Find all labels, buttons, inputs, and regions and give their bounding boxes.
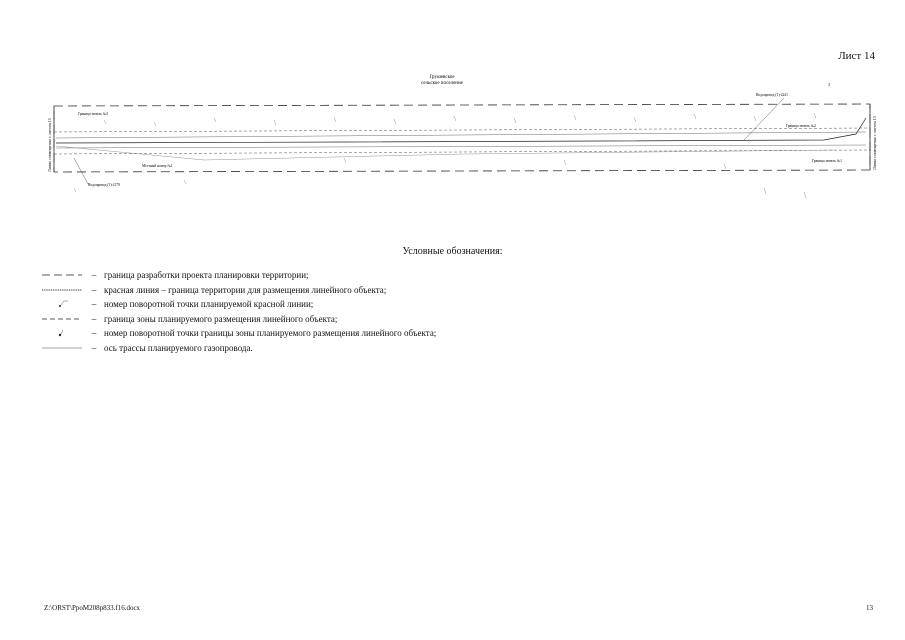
legend-item: [40, 297, 600, 312]
legend-dash: –: [91, 270, 97, 281]
label-top-left: Граница земель №3: [78, 112, 108, 116]
label-top-right: Водопровод (1)-2241: [756, 93, 788, 97]
red-line-north: [56, 132, 866, 138]
legend-text: номер поворотной точки границы зоны планируемого размещения линейного объекта;: [104, 328, 437, 339]
legend-text: ось трассы планируемого газопровода.: [104, 342, 253, 353]
map-caption-line1: Грушевское: [429, 75, 455, 80]
legend: [40, 268, 600, 355]
gas-pipeline-axis-icon: [40, 342, 84, 354]
label-under-axis: Местный номер №1: [142, 164, 173, 168]
left-edge-label: Линия совмещения с листом 15: [47, 118, 52, 172]
legend-text: граница разработки проекта планировки территории;: [104, 270, 309, 281]
red-line-turn-point-icon: [40, 298, 84, 310]
page-number: 13: [866, 604, 873, 612]
legend-dash: –: [91, 342, 97, 353]
legend-item: [40, 268, 600, 283]
legend-text: граница зоны планируемого размещения линейного объекта;: [104, 313, 338, 324]
project-boundary: [54, 104, 870, 172]
legend-dash: –: [91, 284, 97, 295]
label-bottom-left: Водопровод (1)-2179: [88, 183, 120, 187]
legend-text: номер поворотной точки планируемой красной линии;: [104, 299, 314, 310]
red-line-south: [56, 145, 866, 148]
legend-item: [40, 341, 600, 356]
long-dash-line-icon: [40, 269, 84, 281]
label-right-mid: Граница земель №2: [786, 124, 816, 128]
legend-title: Условные обозначения:: [402, 246, 503, 257]
legend-text: красная линия – граница территории для размещения линейного объекта;: [104, 284, 387, 295]
zone-turn-point-icon: [40, 327, 84, 339]
legend-dash: –: [91, 299, 97, 310]
label-bottom-right: Граница земель №1: [812, 159, 842, 163]
label-corner-point: 3: [828, 82, 830, 87]
map-caption-line2: сельское поселение: [421, 81, 463, 86]
zone-boundary: [54, 128, 870, 154]
secondary-line: [56, 146, 834, 160]
document-file-path: Z:\ORST\PpoM208p833.f16.docx: [44, 604, 141, 612]
legend-item: [40, 326, 600, 341]
short-dash-line-icon: [40, 313, 84, 325]
legend-item: [40, 283, 600, 298]
legend-dash: –: [91, 328, 97, 339]
right-edge-label: Линия совмещения с листом 13: [872, 116, 877, 170]
red-line-icon: [40, 284, 84, 296]
legend-dash: –: [91, 313, 97, 324]
site-plan-map: [44, 70, 880, 220]
legend-item: [40, 312, 600, 327]
sheet-number: Лист 14: [838, 50, 875, 62]
